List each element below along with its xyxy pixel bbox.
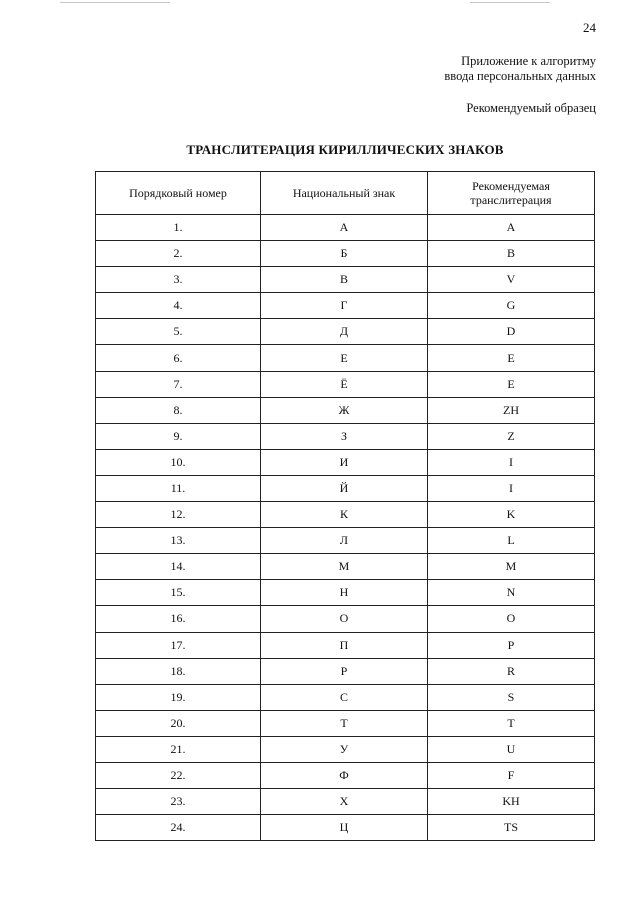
row-number-cell: 10.	[96, 449, 261, 475]
table-header-row	[96, 172, 595, 215]
row-number-cell: 18.	[96, 658, 261, 684]
national-sign-cell: А	[261, 215, 428, 241]
transliteration-cell: V	[428, 267, 595, 293]
row-number-cell: 21.	[96, 736, 261, 762]
transliteration-cell: G	[428, 293, 595, 319]
row-number-cell: 11.	[96, 475, 261, 501]
table-row	[96, 710, 595, 736]
table-row	[96, 684, 595, 710]
transliteration-cell: D	[428, 319, 595, 345]
national-sign-cell: Х	[261, 789, 428, 815]
row-number-cell: 22.	[96, 762, 261, 788]
table-row	[96, 397, 595, 423]
appendix-line: Приложение к алгоритму	[461, 54, 596, 68]
transliteration-cell: I	[428, 475, 595, 501]
table-row	[96, 293, 595, 319]
national-sign-cell: Л	[261, 528, 428, 554]
transliteration-cell: B	[428, 241, 595, 267]
table-body	[96, 215, 595, 841]
national-sign-cell: Ё	[261, 371, 428, 397]
national-sign-cell: Й	[261, 475, 428, 501]
table-row	[96, 215, 595, 241]
national-sign-cell: П	[261, 632, 428, 658]
table-row	[96, 345, 595, 371]
row-number-cell: 12.	[96, 502, 261, 528]
transliteration-cell: N	[428, 580, 595, 606]
national-sign-cell: Н	[261, 580, 428, 606]
document-title: ТРАНСЛИТЕРАЦИЯ КИРИЛЛИЧЕСКИХ ЗНАКОВ	[186, 142, 504, 157]
table-row	[96, 475, 595, 501]
table-row	[96, 423, 595, 449]
national-sign-cell: З	[261, 423, 428, 449]
table-row	[96, 371, 595, 397]
transliteration-cell: Z	[428, 423, 595, 449]
transliteration-cell: K	[428, 502, 595, 528]
transliteration-cell: TS	[428, 815, 595, 841]
table-row	[96, 658, 595, 684]
transliteration-cell: KH	[428, 789, 595, 815]
scan-artifact-line	[470, 2, 550, 3]
row-number-cell: 4.	[96, 293, 261, 319]
scan-artifact-line	[60, 2, 170, 3]
national-sign-cell: Ф	[261, 762, 428, 788]
table-row	[96, 606, 595, 632]
national-sign-cell: Е	[261, 345, 428, 371]
table-row	[96, 528, 595, 554]
national-sign-cell: У	[261, 736, 428, 762]
transliteration-cell: O	[428, 606, 595, 632]
national-sign-cell: И	[261, 449, 428, 475]
appendix-line: ввода персональных данных	[444, 69, 596, 83]
transliteration-cell: ZH	[428, 397, 595, 423]
national-sign-cell: Р	[261, 658, 428, 684]
row-number-cell: 3.	[96, 267, 261, 293]
header-national-sign: Национальный знак	[261, 172, 428, 215]
national-sign-cell: М	[261, 554, 428, 580]
row-number-cell: 15.	[96, 580, 261, 606]
transliteration-cell: E	[428, 345, 595, 371]
transliteration-cell: R	[428, 658, 595, 684]
national-sign-cell: С	[261, 684, 428, 710]
row-number-cell: 24.	[96, 815, 261, 841]
national-sign-cell: Ц	[261, 815, 428, 841]
table-row	[96, 789, 595, 815]
table-row	[96, 449, 595, 475]
table-row	[96, 815, 595, 841]
national-sign-cell: В	[261, 267, 428, 293]
transliteration-cell: T	[428, 710, 595, 736]
transliteration-cell: A	[428, 215, 595, 241]
table-row	[96, 736, 595, 762]
row-number-cell: 16.	[96, 606, 261, 632]
transliteration-table-wrapper	[95, 171, 594, 841]
row-number-cell: 23.	[96, 789, 261, 815]
national-sign-cell: К	[261, 502, 428, 528]
table-row	[96, 267, 595, 293]
national-sign-cell: Д	[261, 319, 428, 345]
table-row	[96, 762, 595, 788]
table-row	[96, 554, 595, 580]
row-number-cell: 2.	[96, 241, 261, 267]
national-sign-cell: Г	[261, 293, 428, 319]
table-row	[96, 632, 595, 658]
table-row	[96, 580, 595, 606]
transliteration-cell: M	[428, 554, 595, 580]
table-row	[96, 241, 595, 267]
appendix-note	[444, 54, 596, 84]
row-number-cell: 19.	[96, 684, 261, 710]
header-transliteration-line: Рекомендуемая	[472, 179, 550, 193]
transliteration-cell: P	[428, 632, 595, 658]
row-number-cell: 7.	[96, 371, 261, 397]
row-number-cell: 6.	[96, 345, 261, 371]
transliteration-cell: E	[428, 371, 595, 397]
national-sign-cell: Ж	[261, 397, 428, 423]
row-number-cell: 14.	[96, 554, 261, 580]
row-number-cell: 1.	[96, 215, 261, 241]
row-number-cell: 9.	[96, 423, 261, 449]
transliteration-cell: S	[428, 684, 595, 710]
page-number: 24	[583, 20, 596, 35]
header-transliteration-line: транслитерация	[470, 193, 552, 207]
national-sign-cell: О	[261, 606, 428, 632]
header-transliteration	[428, 172, 595, 215]
table-row	[96, 502, 595, 528]
header-number: Порядковый номер	[96, 172, 261, 215]
row-number-cell: 5.	[96, 319, 261, 345]
national-sign-cell: Т	[261, 710, 428, 736]
transliteration-cell: F	[428, 762, 595, 788]
transliteration-table	[95, 171, 595, 841]
national-sign-cell: Б	[261, 241, 428, 267]
transliteration-cell: L	[428, 528, 595, 554]
table-row	[96, 319, 595, 345]
row-number-cell: 20.	[96, 710, 261, 736]
row-number-cell: 13.	[96, 528, 261, 554]
row-number-cell: 17.	[96, 632, 261, 658]
transliteration-cell: I	[428, 449, 595, 475]
transliteration-cell: U	[428, 736, 595, 762]
sample-note: Рекомендуемый образец	[466, 101, 596, 115]
row-number-cell: 8.	[96, 397, 261, 423]
